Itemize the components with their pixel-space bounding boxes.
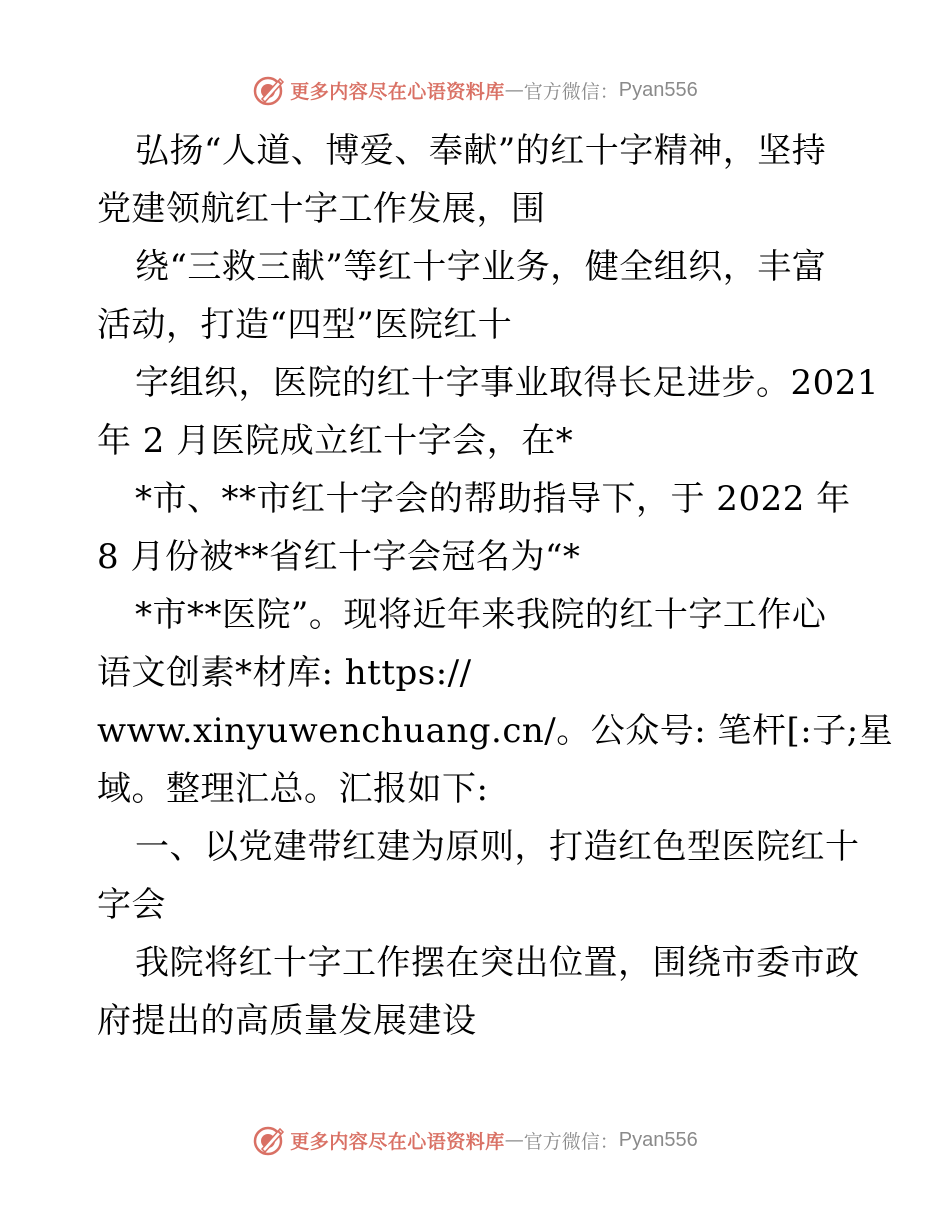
body-line: 绕“三救三献”等红十字业务，健全组织，丰富 [135,247,827,287]
banner-separator: — [504,1129,524,1151]
pen-logo-icon [252,1123,286,1157]
section-heading: 字会 [97,885,166,925]
banner-main-text: 更多内容尽在心语资料库 [290,1130,505,1153]
section-heading: 一、以党建带红建为原则，打造红色型医院红十 [135,827,860,867]
footer-banner [0,1120,950,1160]
banner-wechat-id: Pyan556 [618,1128,698,1151]
body-line: 8 月份被**省红十字会冠名为“* [97,537,581,577]
banner-main-text: 更多内容尽在心语资料库 [290,80,505,103]
banner-wechat-label: 官方微信： [523,80,619,103]
body-line: 活动，打造“四型”医院红十 [97,305,513,345]
body-line: 弘扬“人道、博爱、奉献”的红十字精神，坚持 [135,131,827,171]
body-line: 语文创素*材库: https:// [97,653,472,693]
pen-logo-icon [252,73,286,107]
banner-separator: — [504,79,524,101]
banner-wechat-id: Pyan556 [618,78,698,101]
body-line: *市、**市红十字会的帮助指导下，于 2022 年 [135,479,851,519]
body-line: 域。整理汇总。汇报如下: [97,769,489,809]
header-banner [0,70,950,110]
body-line: *市**医院”。现将近年来我院的红十字工作心 [135,595,827,635]
banner-wechat-label: 官方微信： [523,1130,619,1153]
document-body [97,122,894,1050]
body-line: 年 2 月医院成立红十字会，在* [97,421,574,461]
body-line: 府提出的高质量发展建设 [97,1001,477,1041]
body-line: 党建领航红十字工作发展，围 [97,189,546,229]
body-line: 我院将红十字工作摆在突出位置，围绕市委市政 [135,943,860,983]
body-line: www.xinyuwenchuang.cn/。公众号: 笔杆[:子;星 [97,711,894,751]
body-line: 字组织，医院的红十字事业取得长足进步。2021 [135,363,880,403]
